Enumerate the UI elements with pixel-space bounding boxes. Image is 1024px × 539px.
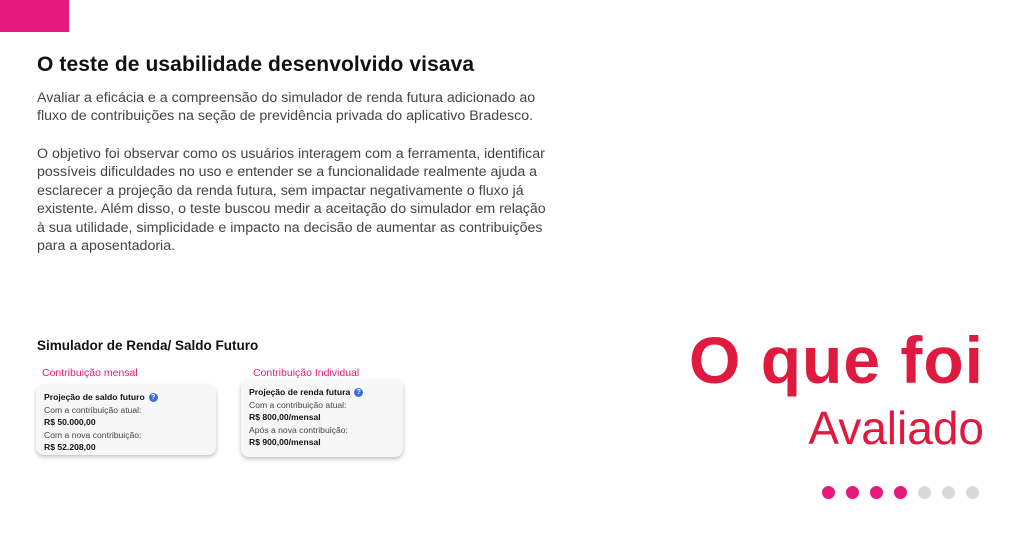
card-title-text: Projeção de renda futura xyxy=(249,387,351,397)
section-subtitle: Avaliado xyxy=(808,402,984,454)
pagination-dots xyxy=(822,486,979,499)
card-title-text: Projeção de saldo futuro xyxy=(44,392,145,402)
current-contribution-value: R$ 50.000,00 xyxy=(44,417,96,428)
section-title: O que foi xyxy=(689,323,984,397)
intro-paragraph: Avaliar a eficácia e a compreensão do simulador de renda futura adicionado ao fluxo de contribuições na seção de previdência privada do aplicativo Bradesco. xyxy=(37,90,536,125)
help-icon[interactable]: ? xyxy=(149,393,158,402)
future-balance-card xyxy=(36,385,216,455)
card-title xyxy=(44,391,208,404)
pagination-dot[interactable] xyxy=(918,486,931,499)
page-heading: O teste de usabilidade desenvolvido visava xyxy=(37,53,475,76)
tab-individual-contribution[interactable]: Contribuição Individual xyxy=(253,367,360,379)
current-contribution-value: R$ 800,00/mensal xyxy=(249,412,321,423)
future-income-card xyxy=(241,380,403,457)
pagination-dot-active[interactable] xyxy=(870,486,883,499)
current-contribution-label: Com a contribuição atual: xyxy=(249,399,347,410)
new-contribution-label: Com a nova contribuição: xyxy=(44,429,142,440)
tab-monthly-contribution[interactable]: Contribuição mensal xyxy=(42,367,138,379)
pagination-dot[interactable] xyxy=(942,486,955,499)
new-contribution-label: Após a nova contribuição: xyxy=(249,424,348,435)
pagination-dot-active[interactable] xyxy=(846,486,859,499)
pagination-dot[interactable] xyxy=(966,486,979,499)
pagination-dot-active[interactable] xyxy=(822,486,835,499)
new-contribution-value: R$ 900,00/mensal xyxy=(249,437,321,448)
accent-bar xyxy=(0,0,69,32)
current-contribution-label: Com a contribuição atual: xyxy=(44,404,142,415)
help-icon[interactable]: ? xyxy=(354,388,363,397)
simulator-title: Simulador de Renda/ Saldo Futuro xyxy=(37,338,259,353)
card-title xyxy=(249,386,395,399)
pagination-dot-active[interactable] xyxy=(894,486,907,499)
new-contribution-value: R$ 52.208,00 xyxy=(44,442,96,453)
objective-paragraph: O objetivo foi observar como os usuários interagem com a ferramenta, identificar possíveis dificuldades no uso e entender se a funcionalidade realmente ajuda a esclarecer a projeção da renda futura, sem impactar negativamente o fluxo já existente. Além disso, o teste buscou medir a aceitação do simulador em relação à sua utilidade, simplicidade e impacto na decisão de aumentar as contribuições para a aposentadoria. xyxy=(37,146,546,255)
